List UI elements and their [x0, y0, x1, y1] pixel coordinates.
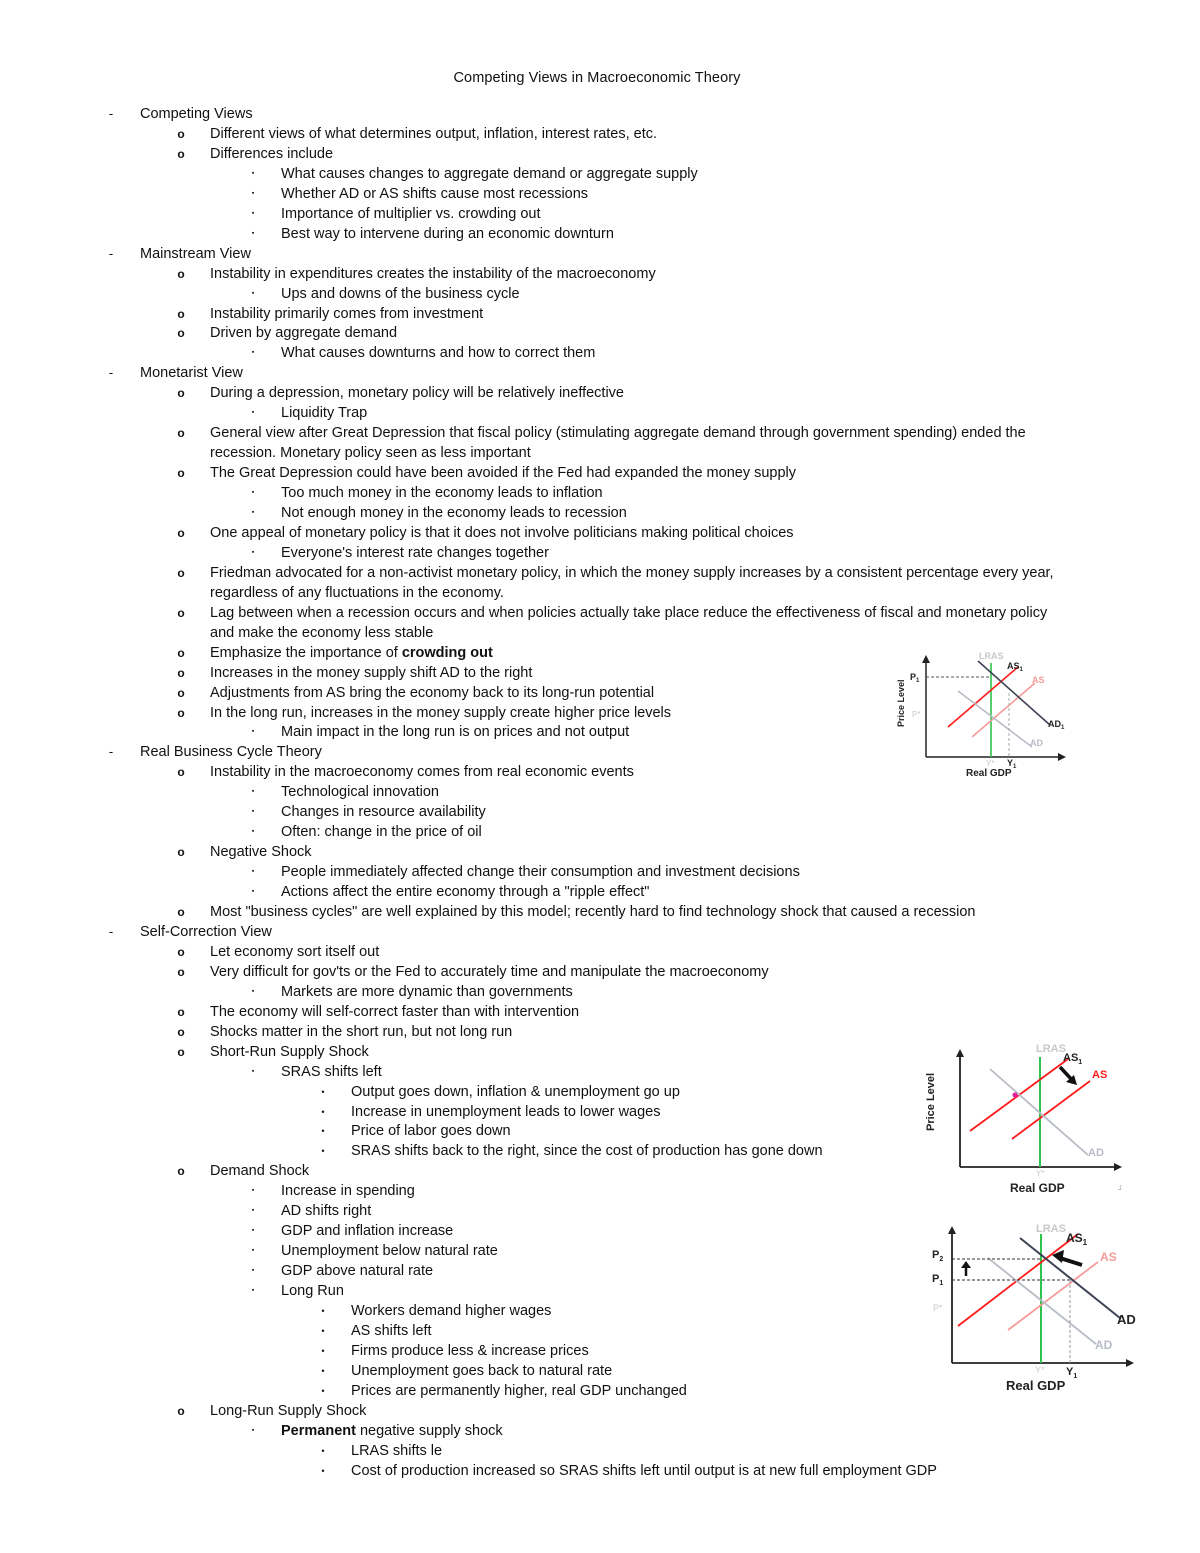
- bullet-level-1: o: [177, 944, 185, 959]
- outline-text: Workers demand higher wages: [351, 1303, 552, 1319]
- ad-label: AD: [1088, 1147, 1104, 1159]
- outline-line: [210, 604, 1047, 622]
- outline-line: [281, 783, 439, 801]
- outline-text: Main impact in the long run is on prices and not output: [281, 724, 630, 741]
- as1-label: $AS_1$: [1066, 1231, 1088, 1247]
- outline-line: [281, 1242, 498, 1260]
- outline-text: Instability in the macroeconomy comes from real economic events: [210, 764, 634, 781]
- x-axis-label: Real GDP: [966, 768, 1012, 779]
- bullet-level-1: o: [177, 1024, 185, 1039]
- outline-line: [140, 923, 272, 941]
- bullet-level-2: ▪: [251, 548, 255, 556]
- outline-line: [210, 125, 657, 143]
- outline-line: [210, 903, 976, 921]
- bullet-level-0: -: [108, 245, 114, 261]
- outline-text: The Great Depression could have been avoided if the Fed had expanded the money supply: [210, 465, 797, 482]
- bullet-level-2: ▪: [251, 509, 255, 516]
- bullet-level-0: -: [108, 923, 114, 939]
- outline-text: SRAS shifts back to the right, since the cost of production has gone down: [351, 1143, 823, 1160]
- outline-text: Different views of what determines output, inflation, interest rates, etc.: [210, 125, 658, 142]
- bullet-level-1: o: [177, 1044, 185, 1059]
- outline-text: Increase in unemployment leads to lower wages: [351, 1103, 661, 1120]
- bullet-level-3: •: [321, 1306, 325, 1316]
- outline-line: [281, 205, 541, 223]
- outline-line: [210, 524, 794, 542]
- bullet-level-2: ▪: [251, 1067, 255, 1075]
- outline-text: GDP above natural rate: [281, 1263, 434, 1280]
- outline-line: [210, 265, 656, 283]
- supply-shock-graph: [918, 1035, 1133, 1200]
- bullet-level-1: o: [177, 306, 185, 321]
- outline-line: [281, 544, 549, 562]
- outline-line: [351, 1103, 661, 1121]
- outline-line: [281, 404, 367, 422]
- outline-line: [281, 1222, 453, 1240]
- ad-shift-graph: [890, 645, 1075, 785]
- bullet-level-1: o: [177, 326, 185, 341]
- outline-text: Emphasize the importance of: [210, 644, 402, 661]
- demand-shock-graph: [928, 1218, 1143, 1398]
- outline-line: [281, 723, 629, 741]
- outline-text: LRAS shifts le: [351, 1442, 443, 1459]
- outline-text: Price of labor goes down: [351, 1123, 511, 1140]
- lras-label: LRAS: [1036, 1043, 1066, 1055]
- outline-line: [351, 1083, 680, 1101]
- outline-text: Shocks matter in the short run, but not long run: [210, 1023, 513, 1040]
- as-line: [1008, 1262, 1098, 1330]
- outline-text: Adjustments from AS bring the economy back to its long-run potential: [210, 684, 655, 701]
- bullet-level-1: o: [177, 845, 185, 860]
- bullet-level-3: •: [321, 1146, 325, 1157]
- outline-line: [210, 1402, 366, 1420]
- as1-label: $AS_1$: [1007, 661, 1023, 673]
- bullet-level-2: ▪: [251, 1267, 255, 1275]
- y1-label: $Y_1$: [1066, 1366, 1078, 1380]
- ad-light-label: AD: [1095, 1338, 1113, 1352]
- outline-line: [281, 1422, 503, 1440]
- bullet-level-3: •: [321, 1325, 325, 1336]
- outline-line: [210, 943, 379, 961]
- bullet-level-1: o: [177, 685, 185, 700]
- y-axis-label: Price Level: [896, 679, 906, 727]
- bullet-level-3: •: [321, 1086, 325, 1097]
- bullet-level-2: ▪: [251, 788, 255, 796]
- outline-line: [210, 1023, 512, 1041]
- outline-text: Differences include: [210, 145, 334, 162]
- outline-line: [210, 424, 1026, 442]
- outline-line: [281, 1063, 382, 1081]
- outline-text: What causes changes to aggregate demand or aggregate supply: [281, 165, 698, 182]
- bullet-level-2: ▪: [251, 728, 255, 736]
- ystar-label: Y*: [1036, 1169, 1045, 1178]
- bullet-level-1: o: [177, 645, 185, 660]
- outline-text: Everyone's interest rate changes together: [281, 544, 549, 561]
- outline-text: Firms produce less & increase prices: [351, 1342, 589, 1359]
- outline-text: Monetarist View: [140, 365, 243, 382]
- as-label: AS: [1092, 1069, 1108, 1081]
- outline-text: Lag between when a recession occurs and when policies actually take place reduce the effectiveness of fiscal and monetary policy: [210, 604, 1048, 621]
- y-axis-arrow: [922, 655, 930, 663]
- bullet-level-1: o: [177, 466, 185, 481]
- outline-text: Ups and downs of the business cycle: [281, 285, 520, 302]
- bullet-level-2: ▪: [251, 349, 255, 357]
- outline-text: One appeal of monetary policy is that it does not involve politicians making political choices: [210, 524, 794, 541]
- outline-line: [281, 504, 627, 522]
- outline-line: [210, 684, 654, 702]
- p1-label: $P_1$: [932, 1273, 944, 1287]
- outline-text: Markets are more dynamic than governments: [281, 983, 573, 1000]
- outline-line: [351, 1122, 511, 1140]
- outline-line: [281, 863, 800, 881]
- bullet-level-3: •: [321, 1106, 325, 1117]
- outline-text: The economy will self-correct faster than with intervention: [210, 1003, 580, 1020]
- outline-line: [281, 484, 603, 502]
- bullet-level-0: -: [108, 744, 114, 760]
- bullet-level-1: o: [177, 905, 185, 919]
- as-label: AS: [1100, 1250, 1117, 1264]
- outline-text: Driven by aggregate demand: [210, 325, 398, 342]
- ystar-label: Y*: [986, 759, 995, 768]
- outline-line: [281, 185, 588, 203]
- outline-text: Too much money in the economy leads to inflation: [281, 485, 603, 502]
- bullet-level-0: -: [108, 106, 114, 121]
- outline-line: [281, 1262, 433, 1280]
- outline-text: Friedman advocated for a non-activist monetary policy, in which the money supply increases by a consistent percentage every year,: [210, 564, 1054, 581]
- outline-line: [281, 1282, 344, 1300]
- outline-text: Instability in expenditures creates the instability of the macroeconomy: [210, 265, 656, 282]
- y-axis-arrow: [956, 1049, 964, 1057]
- page-title: Competing Views in Macroeconomic Theory: [453, 70, 741, 86]
- as-label: AS: [1032, 675, 1045, 685]
- bullet-level-1: o: [177, 964, 185, 979]
- bullet-level-2: ▪: [251, 229, 255, 237]
- outline-text: Long Run: [281, 1283, 344, 1300]
- outline-line: [281, 883, 649, 901]
- outline-text: Importance of multiplier vs. crowding out: [281, 205, 541, 222]
- outline-text: Mainstream View: [140, 245, 251, 262]
- outline-line: [140, 245, 251, 263]
- y1-label: $Y_1$: [1007, 758, 1017, 770]
- outline-line: [210, 145, 333, 163]
- outline-line: [210, 384, 624, 402]
- outline-text: Let economy sort itself out: [210, 943, 380, 960]
- as-line: [972, 683, 1035, 737]
- bullet-level-0: -: [108, 365, 114, 381]
- outline-text: Actions affect the entire economy through a "ripple effect": [281, 884, 650, 901]
- outline-line: [210, 644, 493, 662]
- bullet-level-2: ▪: [251, 169, 255, 177]
- bullet-level-1: o: [177, 1004, 185, 1019]
- outline-text: Often: change in the price of oil: [281, 824, 482, 841]
- outline-text: Real Business Cycle Theory: [140, 744, 322, 761]
- outline-line: [140, 364, 243, 382]
- outline-text: Most "business cycles" are well explained by this model; recently hard to find technology shock that caused a recession: [210, 904, 976, 920]
- ad-label: AD: [1030, 738, 1043, 748]
- outline-text: Long-Run Supply Shock: [210, 1402, 367, 1419]
- outline-text: Changes in resource availability: [281, 804, 486, 821]
- outline-text: Whether AD or AS shifts cause most recessions: [281, 185, 589, 202]
- outline-line: [210, 1003, 579, 1021]
- lras-label: LRAS: [1036, 1223, 1066, 1235]
- bullet-level-1: o: [177, 126, 185, 141]
- outline-line: [281, 1202, 371, 1220]
- outline-text: People immediately affected change their consumption and investment decisions: [281, 864, 800, 881]
- bullet-level-2: ▪: [251, 409, 255, 417]
- bullet-level-2: ▪: [251, 209, 255, 217]
- outline-line: [351, 1142, 823, 1160]
- p1-label: $P_1$: [910, 672, 920, 684]
- outline-text: AS shifts left: [351, 1322, 432, 1339]
- outline-line: [351, 1322, 432, 1340]
- outline-text: Liquidity Trap: [281, 405, 368, 422]
- bullet-level-1: o: [177, 1164, 185, 1179]
- outline-line: [281, 225, 614, 243]
- bullet-level-1: o: [177, 146, 185, 161]
- outline-line: [351, 1382, 687, 1400]
- outline-text: GDP and inflation increase: [281, 1223, 454, 1240]
- up-arrow-head: [961, 1261, 971, 1268]
- as-line: [1012, 1081, 1090, 1139]
- outline-text: Cost of production increased so SRAS shifts left until output is at new full employment GDP: [351, 1462, 937, 1479]
- bullet-level-2: ▪: [251, 1207, 255, 1215]
- outline-line: [210, 704, 671, 722]
- bullet-level-2: ▪: [251, 489, 255, 497]
- bullet-level-2: ▪: [251, 1247, 255, 1255]
- outline-line: [140, 743, 322, 761]
- outline-line: [281, 165, 698, 183]
- outline-text: Unemployment below natural rate: [281, 1243, 498, 1260]
- outline-text: Prices are permanently higher, real GDP unchanged: [351, 1382, 687, 1399]
- bullet-level-1: o: [177, 565, 185, 580]
- outline-text: Technological innovation: [281, 784, 439, 801]
- bullet-level-1: o: [177, 765, 185, 780]
- outline-line: [210, 843, 312, 861]
- outline-line: [210, 763, 634, 781]
- as1-label: $AS_1$: [1063, 1052, 1083, 1066]
- outline-text: General view after Great Depression that fiscal policy (stimulating aggregate demand through government spending) ended the: [210, 425, 1026, 442]
- lras-label: LRAS: [979, 651, 1004, 661]
- bullet-level-2: ▪: [251, 888, 255, 896]
- outline-text: Increases in the money supply shift AD to the right: [210, 664, 533, 681]
- ad1-label: $AD_1$: [1048, 719, 1065, 731]
- x-axis-label: Real GDP: [1010, 1181, 1065, 1195]
- outline-text: Demand Shock: [210, 1163, 310, 1180]
- y-axis-arrow: [948, 1226, 956, 1234]
- outline-line: [210, 963, 769, 981]
- bullet-level-1: o: [177, 705, 185, 720]
- bullet-level-2: ▪: [251, 1426, 255, 1434]
- outline-text: Output goes down, inflation & unemployment go up: [351, 1083, 680, 1100]
- bullet-level-3: •: [321, 1385, 325, 1396]
- bullet-level-3: •: [321, 1126, 325, 1137]
- outline-text: Not enough money in the economy leads to recession: [281, 505, 627, 521]
- outline-line: [140, 105, 253, 123]
- outline-text: recession. Monetary policy seen as less important: [210, 445, 531, 462]
- outline-line: [351, 1342, 589, 1360]
- outline-line: [281, 803, 486, 821]
- outline-text: Instability primarily comes from investment: [210, 305, 484, 322]
- bullet-level-2: ▪: [251, 189, 255, 197]
- bullet-level-2: ▪: [251, 1227, 255, 1235]
- bullet-level-2: ▪: [251, 808, 255, 816]
- x-axis-label: Real GDP: [1006, 1378, 1066, 1393]
- outline-text: Unemployment goes back to natural rate: [351, 1362, 613, 1379]
- outline-line: [281, 1182, 415, 1200]
- outline-text: AD shifts right: [281, 1203, 372, 1220]
- y-axis-label: Price Level: [925, 1072, 937, 1131]
- outline-line: [281, 285, 520, 303]
- bullet-level-3: •: [321, 1465, 325, 1476]
- bold-term: crowding out: [401, 644, 493, 661]
- bullet-level-2: ▪: [251, 289, 255, 297]
- outline-line: [210, 1162, 309, 1180]
- x-axis-arrow: [1126, 1359, 1134, 1367]
- outline-line: [210, 464, 796, 482]
- outline-line: [210, 305, 483, 323]
- pstar-label: P*: [933, 1303, 943, 1313]
- shift-arrow: [1060, 1258, 1082, 1265]
- bullet-level-1: o: [177, 525, 185, 540]
- outline-line: [210, 584, 504, 602]
- outline-line: [281, 344, 595, 362]
- bullet-level-2: ▪: [251, 868, 255, 876]
- outline-text: Increase in spending: [281, 1183, 415, 1200]
- outline-line: [351, 1302, 551, 1320]
- outline-line: [281, 983, 573, 1001]
- p2-label: $P_2$: [932, 1249, 944, 1263]
- bullet-level-2: ▪: [251, 987, 255, 995]
- outline-text: negative supply shock: [355, 1422, 503, 1439]
- equilibrium-point: [1013, 1093, 1018, 1098]
- outline-text: Self-Correction View: [140, 923, 272, 940]
- outline-line: [281, 823, 482, 841]
- outline-line: [210, 624, 433, 642]
- outline-text: regardless of any fluctuations in the economy.: [210, 584, 504, 601]
- x-axis-arrow: [1058, 753, 1066, 761]
- bullet-level-2: ▪: [251, 828, 255, 836]
- outline-line: [210, 1043, 369, 1061]
- bullet-level-2: ▪: [251, 1287, 255, 1295]
- pstar-label: P*: [912, 710, 921, 719]
- outline-line: [210, 444, 531, 462]
- bullet-level-2: ▪: [251, 1187, 255, 1195]
- bullet-level-1: o: [177, 665, 185, 680]
- outline-text: Negative Shock: [210, 844, 312, 861]
- as1-line: [948, 667, 1018, 727]
- outline-text: SRAS shifts left: [281, 1063, 382, 1080]
- bullet-level-3: •: [321, 1345, 325, 1356]
- outline-text: During a depression, monetary policy will be relatively ineffective: [210, 385, 624, 402]
- bullet-level-3: •: [321, 1445, 325, 1456]
- outline-text: What causes downturns and how to correct them: [281, 345, 596, 362]
- bullet-level-1: o: [177, 1403, 185, 1418]
- outline-text: Very difficult for gov'ts or the Fed to accurately time and manipulate the macroeconomy: [210, 963, 769, 980]
- outline-line: [210, 324, 397, 342]
- bullet-level-1: o: [177, 386, 185, 401]
- bullet-level-1: o: [177, 266, 185, 281]
- x-axis-arrow: [1114, 1163, 1122, 1171]
- outline-text: Best way to intervene during an economic downturn: [281, 225, 614, 242]
- outline-text: Short-Run Supply Shock: [210, 1043, 369, 1060]
- corner-mark: ┘: [1118, 1185, 1124, 1194]
- outline-line: [351, 1442, 442, 1460]
- bullet-level-1: o: [177, 605, 185, 620]
- outline-text: and make the economy less stable: [210, 624, 434, 641]
- ad-dark-label: AD: [1117, 1312, 1136, 1327]
- bullet-level-3: •: [321, 1365, 325, 1376]
- outline-line: [210, 564, 1054, 582]
- outline-line: [210, 664, 532, 682]
- bold-term: Permanent: [281, 1422, 356, 1439]
- outline-line: [351, 1462, 937, 1480]
- bullet-level-1: o: [177, 426, 185, 441]
- outline-text: Competing Views: [140, 106, 253, 122]
- ystar-label: Y*: [1035, 1365, 1045, 1375]
- outline-line: [351, 1362, 612, 1380]
- outline-text: In the long run, increases in the money supply create higher price levels: [210, 704, 672, 721]
